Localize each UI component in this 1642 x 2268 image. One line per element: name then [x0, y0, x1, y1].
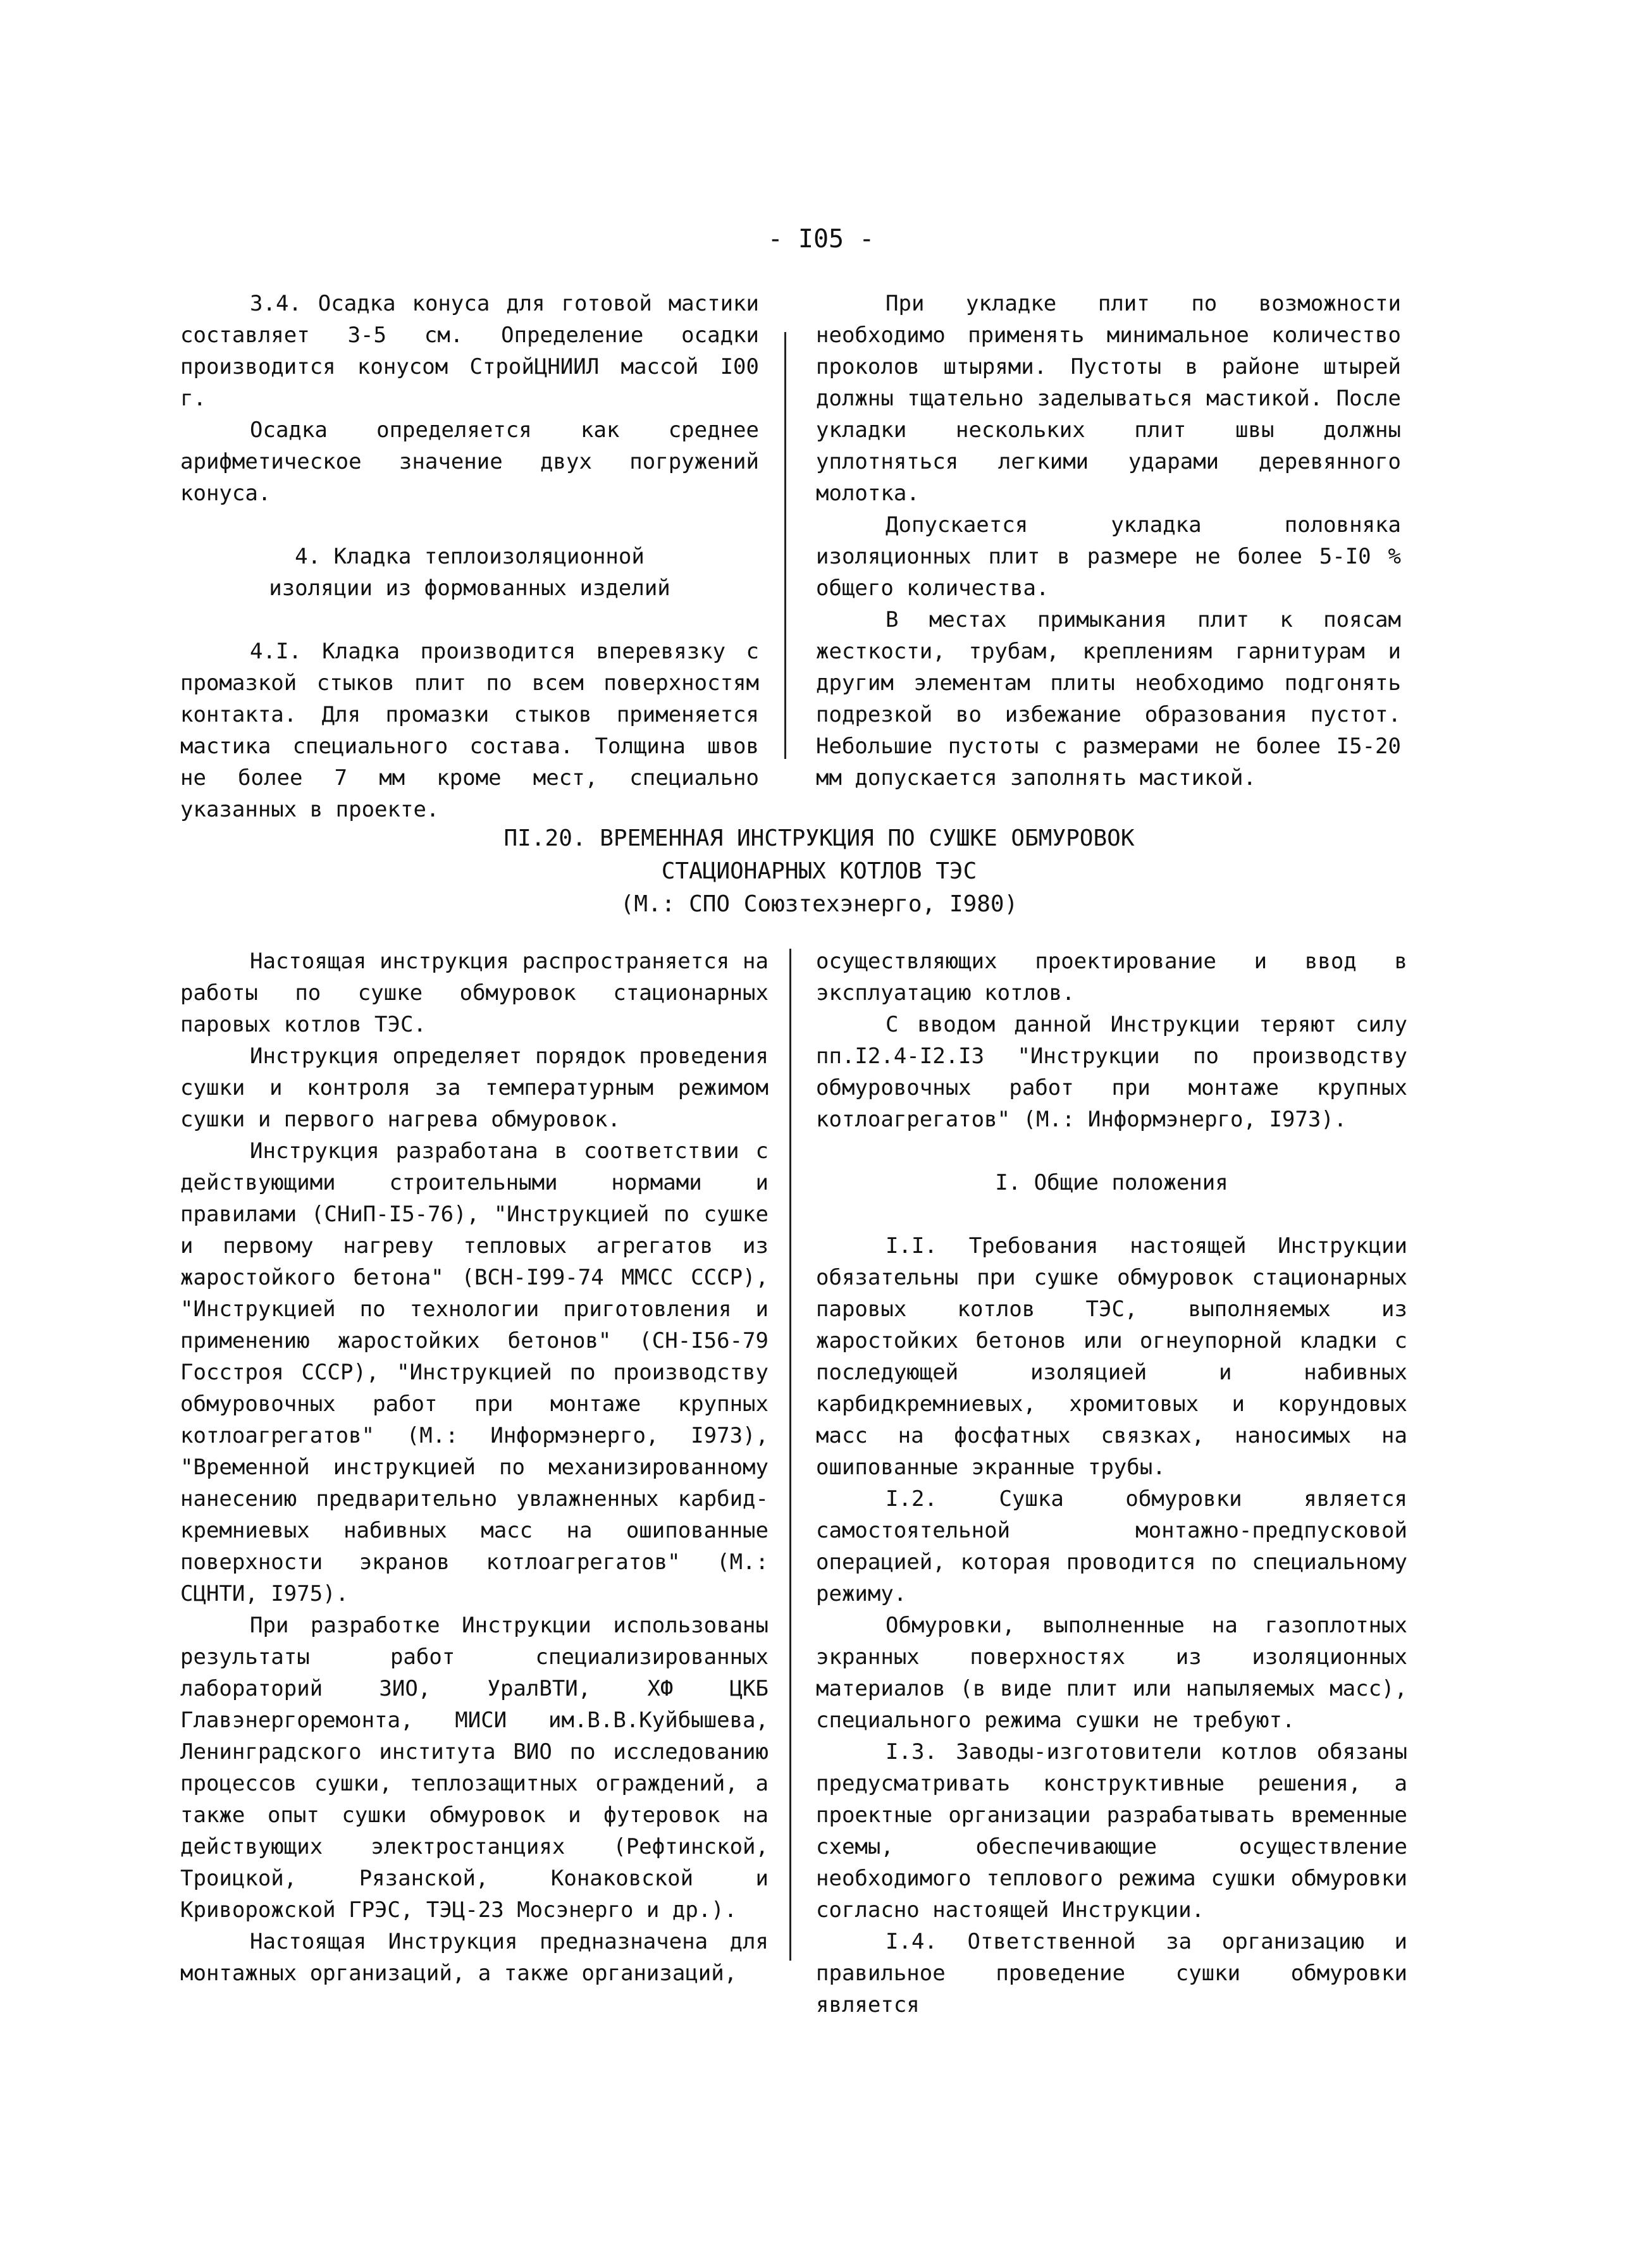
- paragraph-adjoining: В местах примыкания плит к поясам жесткости, трубам, креплениям гарнитурам и другим элементам плиты необходимо подгонять подрезкой во избежание образования пустот. Небольшие пустоты с размерами не более I5-20 мм допускается заполнять мастикой.: [816, 607, 1401, 791]
- intro-paragraph-procedure: Инструкция определяет порядок проведения сушки и контроля за температурным режимом сушки и первого нагрева обмуровок.: [180, 1044, 769, 1132]
- top-left-column: [180, 288, 759, 825]
- paragraph-continuation: осуществляющих проектирование и ввод в эксплуатацию котлов.: [816, 949, 1407, 1006]
- intro-paragraph-standards: Инструкция разработана в соответствии с действующими строительными нормами и правилами (СНиП-I5-76), "Инструкцией по сушке и первому нагреву тепловых агрегатов из жаростойкого бетона" (ВСН-I99-74 ММСС СССР), "Инструкцией по технологии приготовления и применению жаростойких бетонов" (СН-I56-79 Госстроя СССР), "Инструкцией по производству обмуровочных работ при монтаже крупных котлоагрегатов" (М.: Информэнерго, I973), "Временной инструкцией по механизированному нанесению предварительно увлажненных карбид-кремниевых набивных масс на ошипованные поверхности экранов котлоагрегатов" (М.: СЦНТИ, I975).: [180, 1138, 769, 1606]
- section-heading-general: I. Общие положения: [995, 1170, 1228, 1195]
- paragraph-1-2: I.2. Сушка обмуровки является самостоятельной монтажно-предпусковой операцией, которая проводится по специальному режиму.: [816, 1486, 1407, 1606]
- bottom-left-column: [180, 946, 769, 1989]
- paragraph-3-4-cont: Осадка определяется как среднее арифметическое значение двух погружений конуса.: [180, 417, 759, 506]
- document-title: [380, 822, 1259, 921]
- paragraph-1-1: I.I. Требования настоящей Инструкции обязательны при сушке обмуровок стационарных паровых котлов ТЭС, выполняемых из жаростойких бетонов или огнеупорной кладки с последующей изоляцией и набивных карбидкремниевых, хромитовых и корундовых масс на фосфатных связках, наносимых на ошипованные экранные трубы.: [816, 1233, 1407, 1480]
- title-source: (М.: СПО Союзтехэнерго, I980): [620, 891, 1018, 917]
- paragraph-1-3: I.3. Заводы-изготовители котлов обязаны предусматривать конструктивные решения, а проектные организации разрабатывать временные схемы, обеспечивающие осуществление необходимого теплового режима сушки обмуровки согласно настоящей Инструкции.: [816, 1739, 1407, 1923]
- column-divider-top: [784, 332, 786, 759]
- paragraph-3-4: 3.4. Осадка конуса для готовой мастики составляет 3-5 см. Определение осадки производится конусом СтройЦНИИЛ массой I00 г.: [180, 291, 759, 411]
- intro-paragraph-purpose: Настоящая Инструкция предназначена для монтажных организаций, а также организаций,: [180, 1929, 769, 1986]
- section-heading-4: 4. Кладка теплоизоляционной изоляции из формованных изделий: [269, 544, 670, 601]
- bottom-right-column: [816, 946, 1407, 2021]
- paragraph-supersedes: С вводом данной Инструкции теряют силу пп.I2.4-I2.I3 "Инструкции по производству обмуровочных работ при монтаже крупных котлоагрегатов" (М.: Информэнерго, I973).: [816, 1012, 1407, 1132]
- paragraph-4-1: 4.I. Кладка производится вперевязку с промазкой стыков плит по всем поверхностям контакта. Для промазки стыков применяется мастика специального состава. Толщина швов не более 7 мм кроме мест, специально указанных в проекте.: [180, 639, 759, 822]
- paragraph-1-4: I.4. Ответственной за организацию и правильное проведение сушки обмуровки является: [816, 1929, 1407, 2018]
- intro-paragraph-scope: Настоящая инструкция распространяется на работы по сушке обмуровок стационарных паровых котлов ТЭС.: [180, 949, 769, 1037]
- paragraph-plate-laying: При укладке плит по возможности необходимо применять минимальное количество проколов штырями. Пустоты в районе штырей должны тщательно заделываться мастикой. После укладки нескольких плит швы должны уплотняться легкими ударами деревянного молотка.: [816, 291, 1401, 506]
- title-line-1: ПI.20. ВРЕМЕННАЯ ИНСТРУКЦИЯ ПО СУШКЕ ОБМУРОВОК: [503, 825, 1135, 851]
- page-number: - I05 -: [767, 225, 875, 254]
- paragraph-half-plates: Допускается укладка половняка изоляционных плит в размере не более 5-I0 % общего количества.: [816, 512, 1401, 601]
- paragraph-1-2-cont: Обмуровки, выполненные на газоплотных экранных поверхностях из изоляционных материалов (в виде плит или напыляемых масс), специального режима сушки не требуют.: [816, 1613, 1407, 1733]
- column-divider-bottom: [789, 949, 791, 1961]
- title-line-2: СТАЦИОНАРНЫХ КОТЛОВ ТЭС: [661, 858, 977, 884]
- intro-paragraph-research: При разработке Инструкции использованы результаты работ специализированных лабораторий ЗИО, УралВТИ, ХФ ЦКБ Главэнергоремонта, МИСИ им.В.В.Куйбышева, Ленинградского института ВИО по исследованию процессов сушки, теплозащитных ограждений, а также опыт сушки обмуровок и футеровок на действующих электростанциях (Рефтинской, Троицкой, Рязанской, Конаковской и Криворожской ГРЭС, ТЭЦ-23 Мосэнерго и др.).: [180, 1613, 769, 1923]
- top-right-column: [816, 288, 1401, 794]
